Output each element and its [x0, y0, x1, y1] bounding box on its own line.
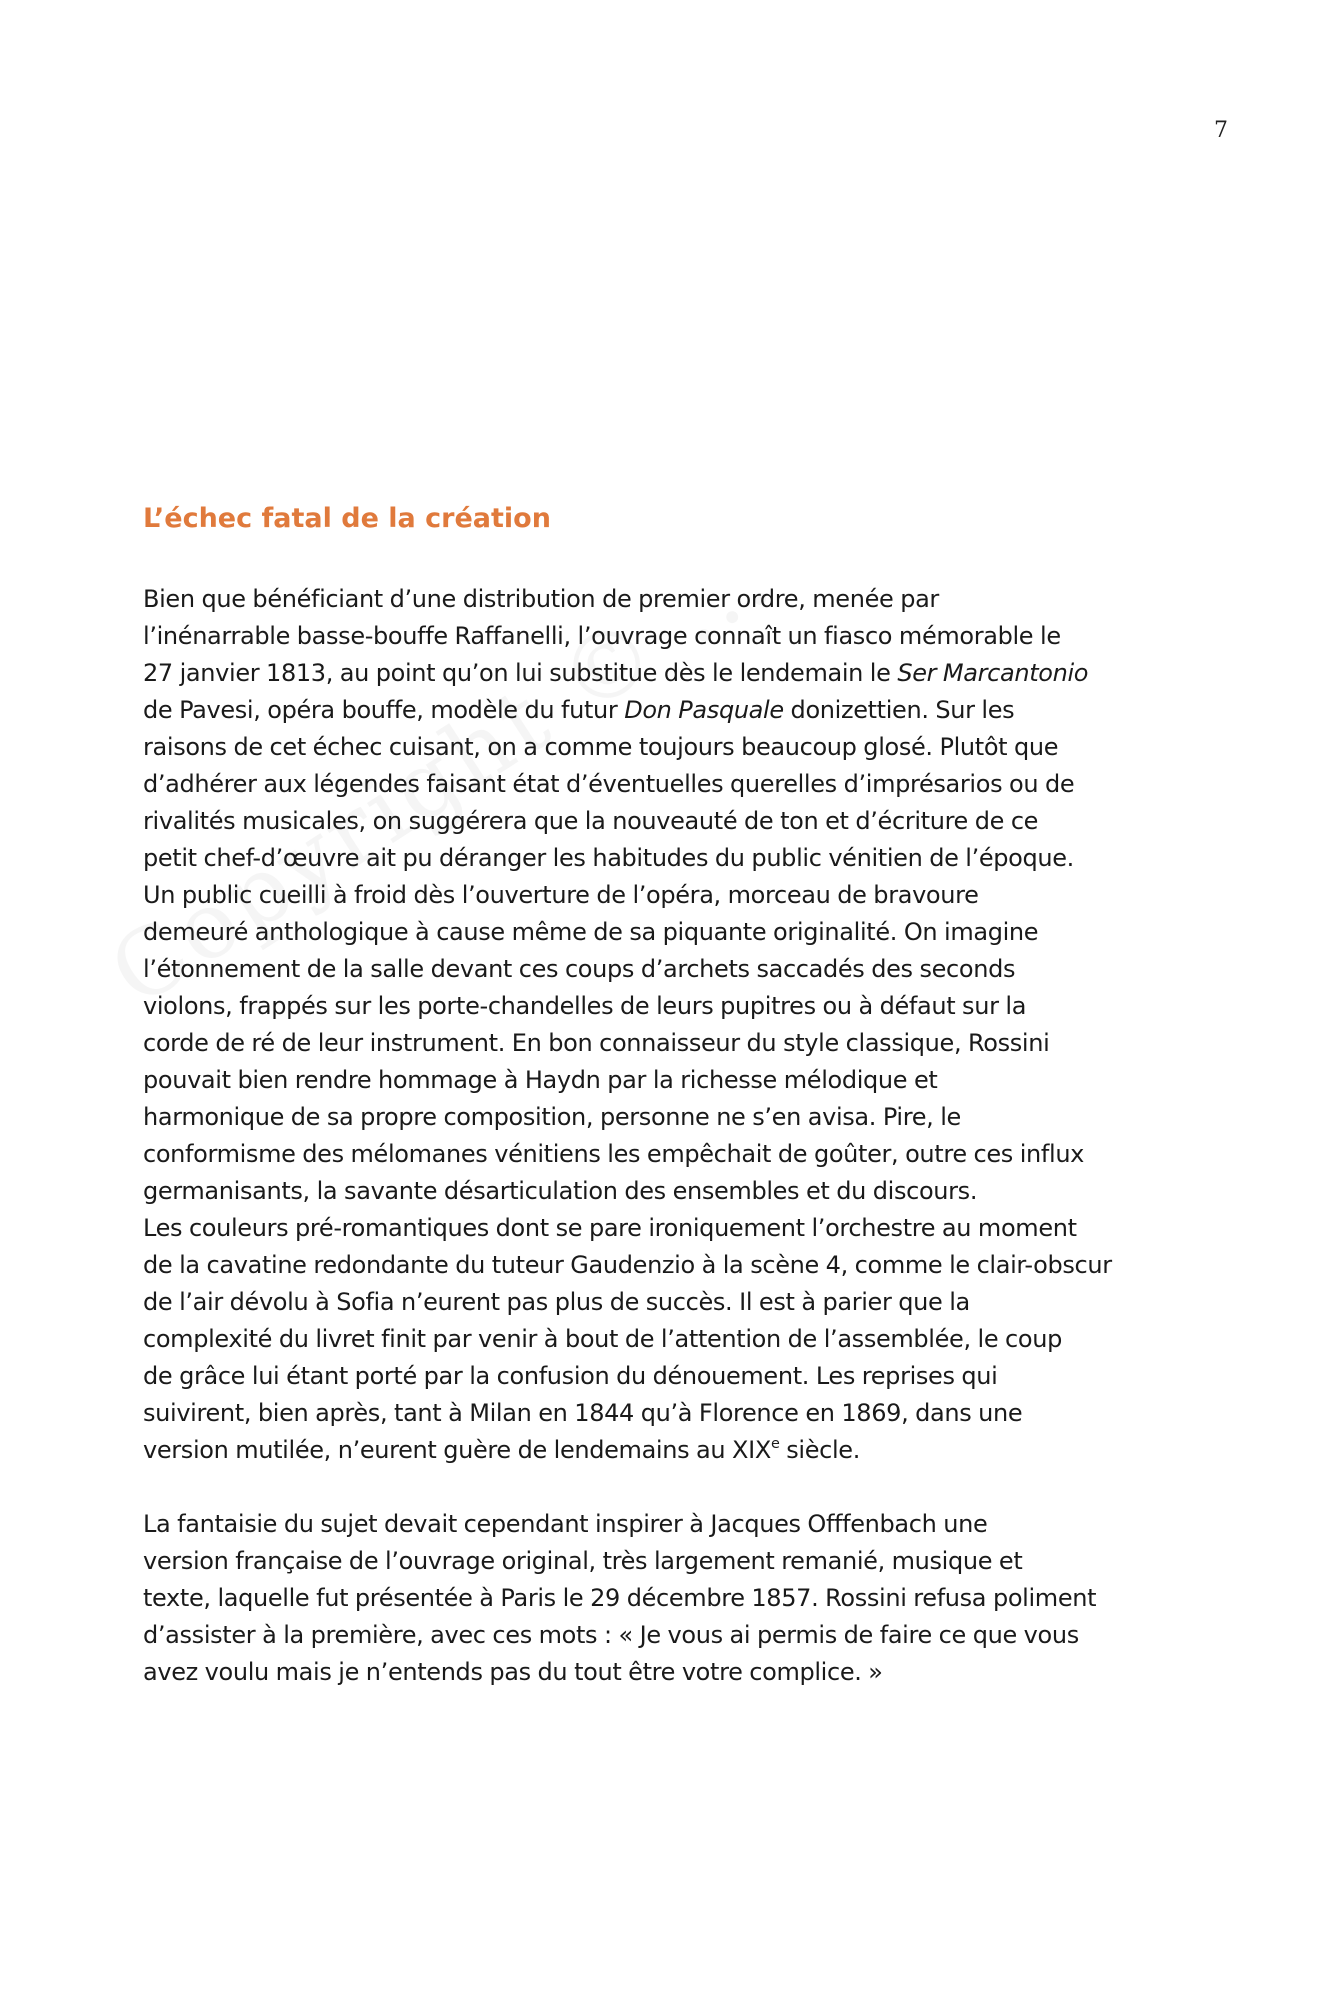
- text-line: Les couleurs pré-romantiques dont se pare ironiquement l’orchestre au moment: [143, 1214, 1077, 1242]
- text-line: raisons de cet échec cuisant, on a comme toujours beaucoup glosé. Plutôt que: [143, 733, 1059, 761]
- paragraph-2: [143, 1210, 1203, 1469]
- text-line: conformisme des mélomanes vénitiens les empêchait de goûter, outre ces influx: [143, 1140, 1085, 1168]
- text-line: demeuré anthologique à cause même de sa piquante originalité. On imagine: [143, 918, 1039, 946]
- text-line: d’assister à la première, avec ces mots : « Je vous ai permis de faire ce que vous: [143, 1621, 1079, 1649]
- opera-title-italic: Don Pasquale: [624, 696, 784, 724]
- text-line: l’inénarrable basse-bouffe Raffanelli, l’ouvrage connaît un fiasco mémorable le: [143, 622, 1061, 650]
- text-line: avez voulu mais je n’entends pas du tout être votre complice. »: [143, 1658, 883, 1686]
- text-line: de l’air dévolu à Sofia n’eurent pas plus de succès. Il est à parier que la: [143, 1288, 970, 1316]
- text-line: de grâce lui étant porté par la confusion du dénouement. Les reprises qui: [143, 1362, 998, 1390]
- text-line: Un public cueilli à froid dès l’ouverture de l’opéra, morceau de bravoure: [143, 881, 979, 909]
- text-line: [143, 1432, 1203, 1469]
- text-run: siècle.: [779, 1436, 860, 1464]
- text-line: La fantaisie du sujet devait cependant inspirer à Jacques Offfenbach une: [143, 1510, 988, 1538]
- text-line: harmonique de sa propre composition, personne ne s’en avisa. Pire, le: [143, 1103, 961, 1131]
- section-heading: L’échec fatal de la création: [143, 503, 551, 534]
- text-line: [143, 655, 1203, 692]
- opera-title-italic: Ser Marcantonio: [897, 659, 1089, 687]
- text-run: donizettien. Sur les: [783, 696, 1015, 724]
- text-line: suivirent, bien après, tant à Milan en 1844 qu’à Florence en 1869, dans une: [143, 1399, 1023, 1427]
- text-line: Bien que bénéficiant d’une distribution de premier ordre, menée par: [143, 585, 939, 613]
- text-line: pouvait bien rendre hommage à Haydn par la richesse mélodique et: [143, 1066, 938, 1094]
- text-run: de Pavesi, opéra bouffe, modèle du futur: [143, 696, 625, 724]
- article-body: [143, 502, 1203, 1691]
- text-line: l’étonnement de la salle devant ces coups d’archets saccadés des seconds: [143, 955, 1016, 983]
- text-run: 27 janvier 1813, au point qu’on lui substitue dès le lendemain le: [143, 659, 898, 687]
- text-line: [143, 692, 1203, 729]
- superscript: e: [770, 1435, 780, 1452]
- text-line: rivalités musicales, on suggérera que la nouveauté de ton et d’écriture de ce: [143, 807, 1039, 835]
- text-line: version française de l’ouvrage original, très largement remanié, musique et: [143, 1547, 1023, 1575]
- text-run: version mutilée, n’eurent guère de lendemains au XIX: [143, 1436, 771, 1464]
- text-line: corde de ré de leur instrument. En bon connaisseur du style classique, Rossini: [143, 1029, 1050, 1057]
- text-line: d’adhérer aux légendes faisant état d’éventuelles querelles d’imprésarios ou de: [143, 770, 1075, 798]
- page-number: 7: [1214, 118, 1228, 143]
- text-line: germanisants, la savante désarticulation des ensembles et du discours.: [143, 1177, 978, 1205]
- text-line: complexité du livret finit par venir à bout de l’attention de l’assemblée, le coup: [143, 1325, 1062, 1353]
- text-line: de la cavatine redondante du tuteur Gaudenzio à la scène 4, comme le clair-obscur: [143, 1251, 1112, 1279]
- paragraph-3: [143, 1506, 1203, 1691]
- text-line: violons, frappés sur les porte-chandelles de leurs pupitres ou à défaut sur la: [143, 992, 1027, 1020]
- text-line: texte, laquelle fut présentée à Paris le 29 décembre 1857. Rossini refusa poliment: [143, 1584, 1097, 1612]
- paragraph-1: [143, 581, 1203, 1210]
- text-line: petit chef-d’œuvre ait pu déranger les habitudes du public vénitien de l’époque.: [143, 844, 1074, 872]
